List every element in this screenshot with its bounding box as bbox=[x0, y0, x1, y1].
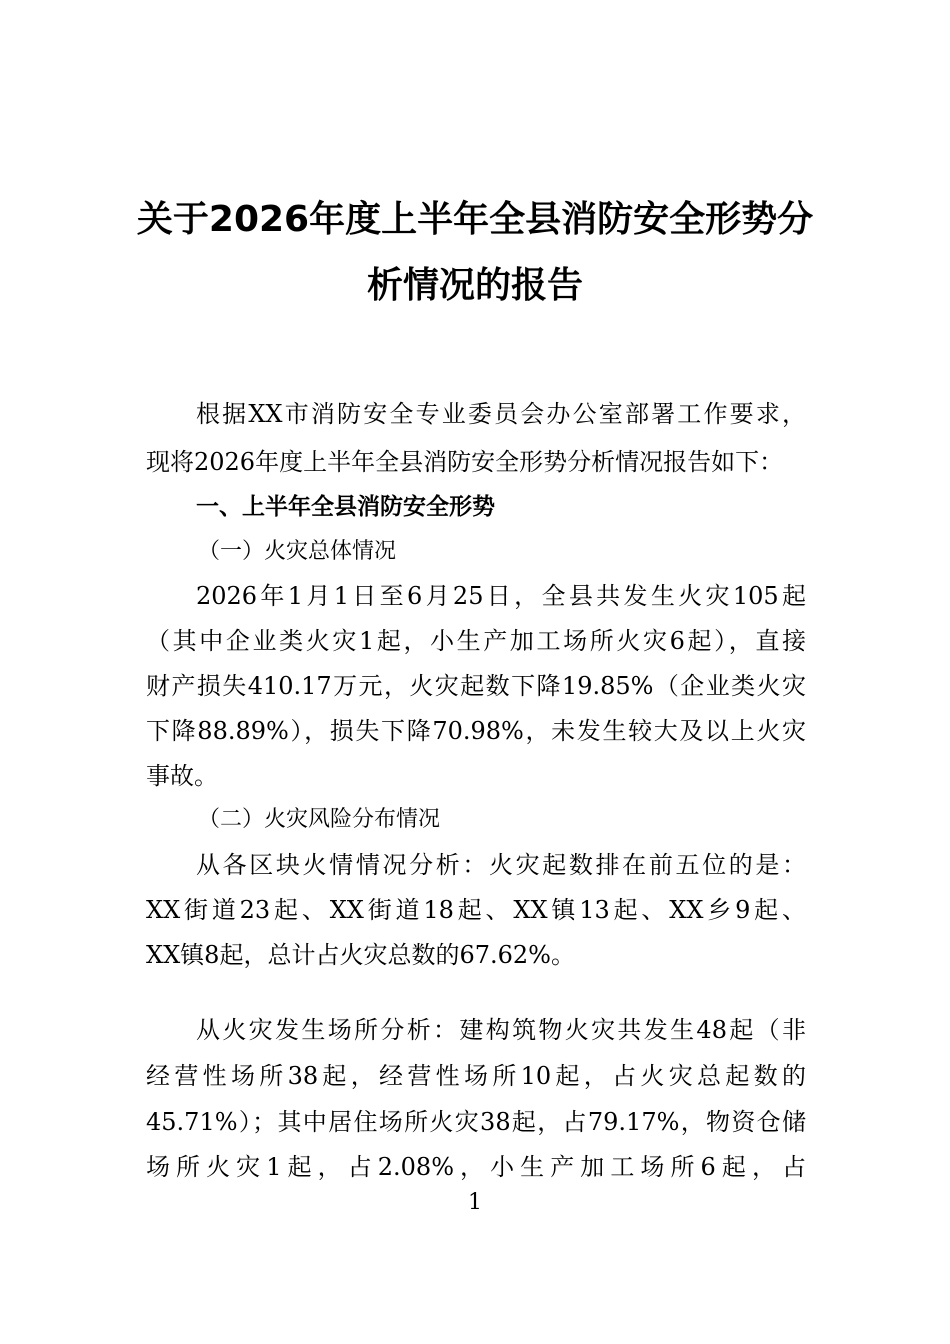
subsection1-line-1: 2026年1月1日至6月25日，全县共发生火灾105起 bbox=[196, 582, 806, 610]
subsection1-line-5: 事故。 bbox=[146, 762, 218, 790]
subsection1-line-3: 财产损失410.17万元，火灾起数下降19.85%（企业类火灾 bbox=[146, 672, 806, 700]
subsection2-para2-line-4: 场所火灾1起，占2.08%，小生产加工场所6起，占 bbox=[146, 1153, 806, 1181]
section-heading-1: 一、上半年全县消防安全形势 bbox=[196, 494, 495, 520]
intro-line-1: 根据XX市消防安全专业委员会办公室部署工作要求， bbox=[196, 400, 806, 428]
subsection1-line-2: （其中企业类火灾1起，小生产加工场所火灾6起），直接 bbox=[146, 627, 806, 655]
subsection-heading-1: （一）火灾总体情况 bbox=[198, 539, 397, 564]
report-title-line-2: 析情况的报告 bbox=[366, 265, 583, 306]
subsection1-line-4: 下降88.89%），损失下降70.98%，未发生较大及以上火灾 bbox=[146, 717, 806, 745]
intro-line-2: 现将2026年度上半年全县消防安全形势分析情况报告如下： bbox=[146, 448, 784, 476]
subsection-heading-2: （二）火灾风险分布情况 bbox=[198, 807, 441, 832]
subsection2-para2-line-2: 经营性场所38起，经营性场所10起，占火灾总起数的 bbox=[146, 1062, 806, 1090]
report-title-line-1: 关于2026年度上半年全县消防安全形势分 bbox=[136, 199, 814, 240]
subsection2-para2-line-1: 从火灾发生场所分析：建构筑物火灾共发生48起（非 bbox=[196, 1016, 806, 1044]
page-number: 1 bbox=[468, 1190, 482, 1215]
subsection2-para1-line-3: XX镇8起，总计占火灾总数的67.62%。 bbox=[146, 941, 575, 969]
subsection2-para1-line-1: 从各区块火情情况分析：火灾起数排在前五位的是： bbox=[196, 851, 806, 879]
subsection2-para1-line-2: XX街道23起、XX街道18起、XX镇13起、XX乡9起、 bbox=[146, 896, 806, 924]
subsection2-para2-line-3: 45.71%）；其中居住场所火灾38起，占79.17%，物资仓储 bbox=[146, 1108, 806, 1136]
